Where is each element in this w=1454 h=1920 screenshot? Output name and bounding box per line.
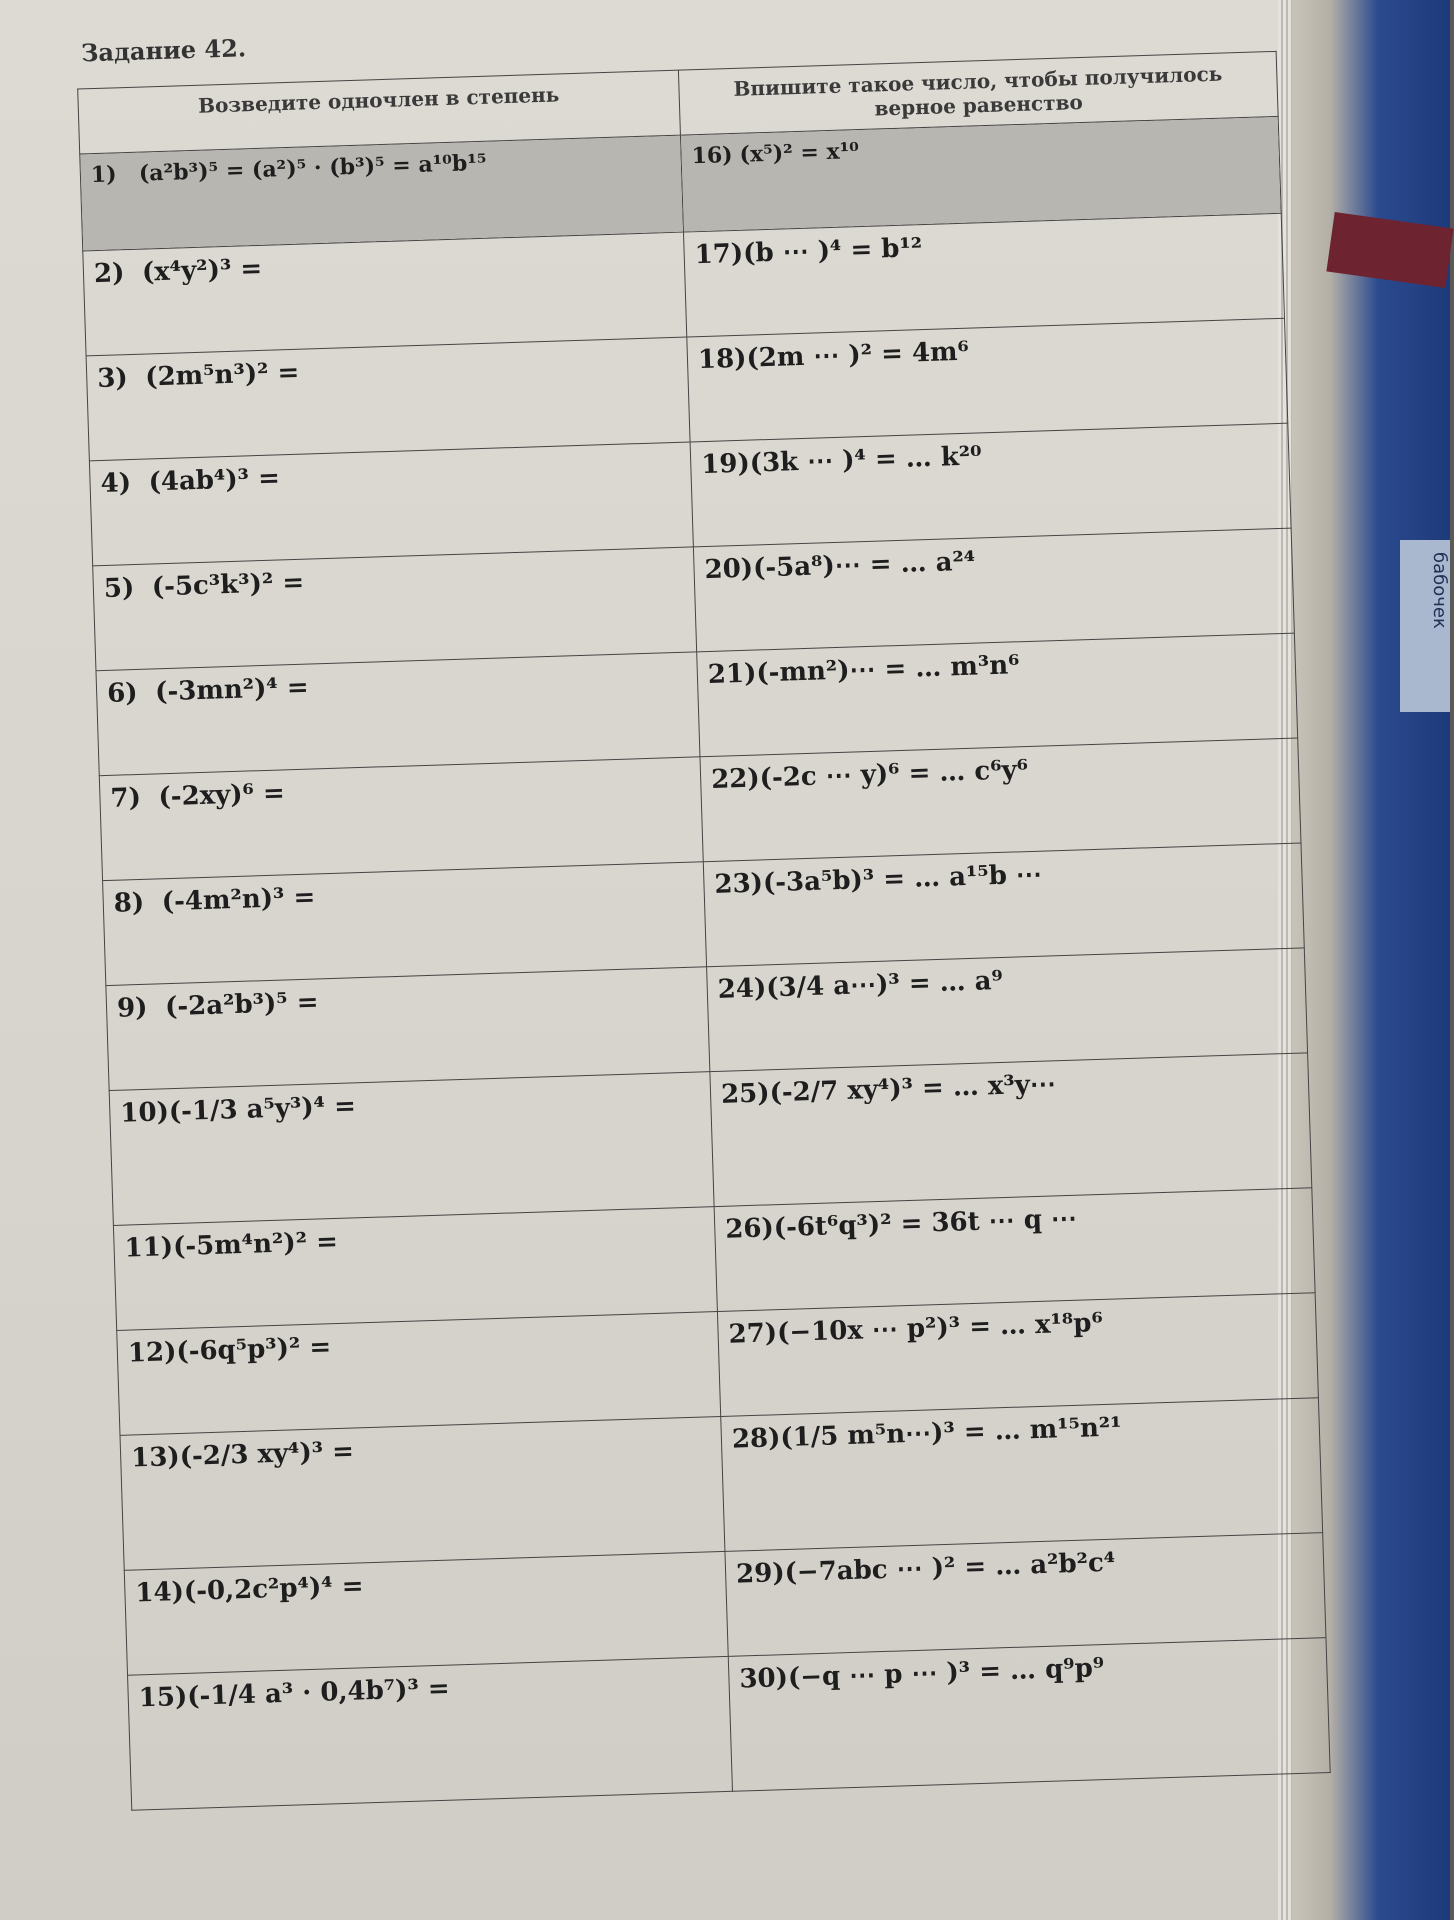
exercise-number: 28): [731, 1423, 781, 1455]
exercise-cell-left[interactable]: [86, 337, 690, 461]
exercise-number: 2): [93, 258, 125, 290]
exercise-number: 29): [735, 1558, 786, 1590]
exercise-cell-right[interactable]: [703, 843, 1304, 967]
exercise-expression: (-6t⁶q³)² = 36t ⋯ q ⋯: [773, 1203, 1078, 1244]
exercise-cell-left[interactable]: [80, 135, 684, 251]
exercise-cell-left[interactable]: [99, 757, 703, 881]
exercise-cell-left[interactable]: [106, 967, 710, 1091]
exercise-expression: (2m⁵n³)² =: [144, 357, 300, 393]
exercise-number: 9): [116, 992, 148, 1024]
exercise-number: 23): [714, 868, 764, 900]
exercise-number: 24): [717, 973, 767, 1005]
exercise-cell-right[interactable]: [690, 423, 1291, 547]
exercise-expression: (4ab⁴)³ =: [148, 463, 281, 498]
exercise-expression: (-0,2c²p⁴)⁴ =: [183, 1571, 364, 1607]
exercise-expression: (-5m⁴n²)² =: [172, 1226, 339, 1263]
exercise-number: 27): [728, 1318, 778, 1350]
exercise-expression: (x⁴y²)³ =: [141, 253, 263, 288]
exercise-cell-right[interactable]: [707, 948, 1308, 1072]
exercise-number: 21): [707, 658, 757, 691]
exercise-expression: (-4m²n)³ =: [161, 882, 316, 918]
exercise-cell-right[interactable]: [728, 1638, 1330, 1792]
task-title: Задание 42.: [80, 33, 247, 68]
exercise-cell-right[interactable]: [700, 738, 1301, 862]
exercise-number: 19): [700, 448, 751, 481]
exercise-number: 3): [96, 363, 129, 395]
exercise-expression: (x⁵)² = x¹⁰: [739, 138, 860, 168]
header-right: Впишите такое число, чтобы получилось верное равенство: [678, 51, 1278, 135]
exercise-cell-left[interactable]: [96, 652, 700, 776]
exercise-number: 14): [135, 1576, 185, 1609]
exercise-expression: (-6q⁵p³)² =: [175, 1332, 332, 1368]
exercise-cell-left[interactable]: [117, 1312, 721, 1436]
exercise-expression: (-2/3 xy⁴)³ =: [179, 1436, 355, 1472]
exercise-number: 16): [691, 142, 734, 170]
exercise-cell-right[interactable]: [693, 528, 1294, 652]
exercise-cell-left[interactable]: [109, 1072, 714, 1226]
exercise-number: 13): [130, 1442, 181, 1474]
exercise-expression: (−q ⋯ p ⋯ )³ = … q⁹p⁹: [787, 1653, 1105, 1694]
exercise-cell-left[interactable]: [120, 1416, 725, 1570]
exercise-number: 1): [90, 161, 118, 189]
exercise-expression: (−7abc ⋯ )² = … a²b²c⁴: [784, 1547, 1116, 1589]
exercise-number: 22): [710, 763, 761, 795]
exercise-cell-right[interactable]: [697, 633, 1298, 757]
exercise-cell-right[interactable]: [714, 1188, 1315, 1312]
exercise-expression: (-5c³k³)² =: [151, 567, 305, 603]
header-left: Возведите одночлен в степень: [78, 70, 681, 154]
exercise-number: 15): [138, 1681, 188, 1714]
exercise-cell-right[interactable]: [687, 318, 1288, 442]
exercise-expression: (3k ⋯ )⁴ = … k²⁰: [749, 441, 983, 479]
exercise-cell-left[interactable]: [93, 547, 697, 671]
exercise-number: 4): [100, 468, 132, 500]
exercise-number: 5): [103, 573, 135, 604]
exercise-expression: (-2xy)⁶ =: [158, 778, 286, 813]
exercise-cell-left[interactable]: [103, 862, 707, 986]
exercise-expression: (-5a⁸)⋯ = … a²⁴: [752, 546, 976, 584]
exercise-number: 18): [697, 343, 747, 376]
exercise-expression: (-2c ⋯ y)⁶ = … c⁶y⁶: [759, 755, 1029, 794]
exercise-expression: (-2a²b³)⁵ =: [164, 987, 319, 1023]
exercise-expression: (3/4 a⋯)³ = … a⁹: [765, 965, 1004, 1004]
exercise-cell-left[interactable]: [89, 442, 693, 566]
exercise-number: 11): [124, 1232, 174, 1264]
exercise-cell-right[interactable]: [717, 1293, 1318, 1417]
exercise-cell-right[interactable]: [710, 1053, 1312, 1207]
exercise-number: 17): [694, 238, 744, 271]
exercise-expression: (-2/7 xy⁴)³ = … x³y⋯: [769, 1069, 1057, 1109]
exercise-expression: (-3a⁵b)³ = … a¹⁵b ⋯: [762, 859, 1043, 899]
exercise-number: 8): [113, 887, 145, 919]
exercise-cell-left[interactable]: [128, 1656, 733, 1810]
exercise-expression: (-3mn²)⁴ =: [154, 672, 310, 708]
exercise-cell-right[interactable]: [725, 1533, 1326, 1657]
exercise-number: 10): [119, 1097, 170, 1129]
exercise-number: 20): [704, 553, 754, 586]
exercise-expression: (-1/3 a⁵y³)⁴ =: [168, 1091, 357, 1128]
exercise-expression: (1/5 m⁵n⋯)³ = … m¹⁵n²¹: [779, 1412, 1123, 1454]
exercise-cell-left[interactable]: [83, 232, 687, 356]
exercise-expression: (-1/4 a³ · 0,4b⁷)³ =: [186, 1673, 451, 1712]
worksheet-page: [30, 0, 1348, 1899]
exercise-number: 25): [720, 1078, 771, 1110]
exercise-expression: (b ⋯ )⁴ = b¹²: [742, 233, 923, 269]
exercise-number: 7): [110, 782, 142, 814]
exercise-cell-right[interactable]: [721, 1398, 1323, 1552]
exercise-number: 26): [724, 1213, 775, 1245]
exercise-expression: (-mn²)⋯ = … m³n⁶: [755, 650, 1021, 689]
exercise-number: 12): [127, 1337, 177, 1369]
exercise-expression: (−10x ⋯ p²)³ = … x¹⁸p⁶: [776, 1307, 1104, 1349]
exercise-expression: (2m ⋯ )² = 4m⁶: [746, 336, 970, 374]
exercise-cell-right[interactable]: [680, 116, 1281, 232]
side-label: бабочек: [1400, 540, 1450, 712]
exercise-expression: (a²b³)⁵ = (a²)⁵ · (b³)⁵ = a¹⁰b¹⁵: [138, 149, 487, 187]
exercise-number: 30): [739, 1663, 789, 1695]
exercise-cell-left[interactable]: [124, 1551, 728, 1675]
exercise-cell-right[interactable]: [683, 213, 1284, 337]
exercise-cell-left[interactable]: [113, 1207, 717, 1331]
exercise-table: [77, 51, 1331, 1811]
exercise-number: 6): [106, 677, 139, 709]
